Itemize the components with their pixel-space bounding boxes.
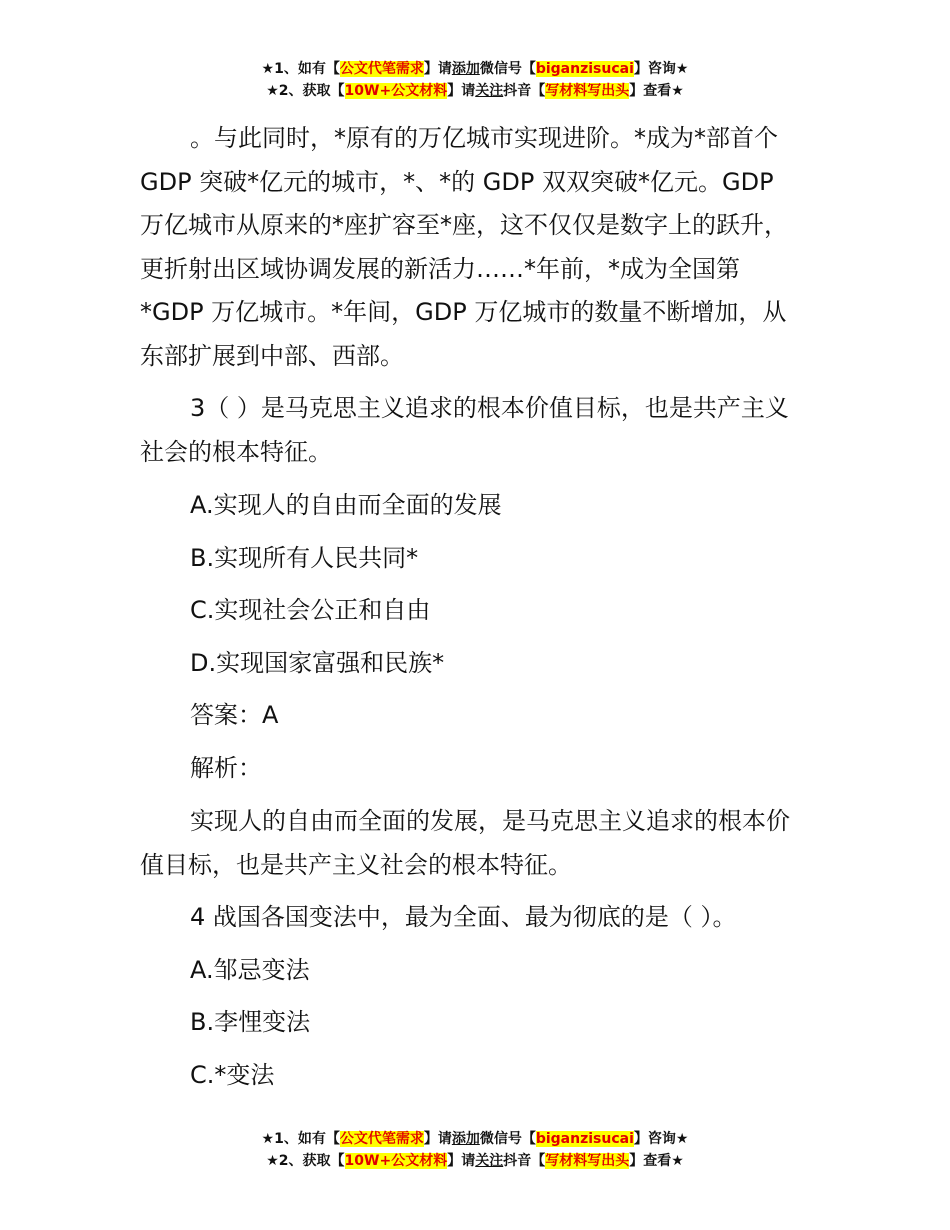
text-line: 更折射出区域协调发展的新活力……*年前，*成为全国第 — [140, 254, 740, 283]
banner-line-2 — [0, 1150, 950, 1172]
question-3-options — [140, 479, 820, 794]
option-c: C.实现社会公正和自由 — [190, 596, 431, 624]
text-line: 值目标，也是共产主义社会的根本特征。 — [140, 850, 572, 879]
text-line: 。与此同时，*原有的万亿城市实现进阶。*成为*部首个 — [190, 124, 778, 152]
option-c: C.*变法 — [190, 1060, 275, 1089]
star-icon: ★ — [261, 61, 275, 77]
text-line: GDP 突破*亿元的城市，*、*的 GDP 双双突破*亿元。GDP — [140, 167, 774, 196]
question-3-analysis — [140, 800, 820, 887]
highlight-service: 公文代笔需求 — [339, 61, 424, 77]
star-icon: ★ — [261, 1131, 275, 1147]
document-body — [140, 117, 820, 1101]
banner-text: 抖音【 — [503, 1153, 546, 1169]
footer-banner — [0, 1128, 950, 1172]
banner-text: 】请 — [447, 1153, 476, 1169]
highlight-materials: 10W+公文材料 — [344, 1153, 448, 1169]
question-4 — [140, 891, 820, 1101]
option-a: A.邹忌变法 — [190, 955, 310, 984]
text-line: 3（ ）是马克思主义追求的根本价值目标，也是共产主义 — [190, 394, 789, 422]
banner-line-1 — [0, 58, 950, 80]
banner-text: 】请 — [423, 1131, 452, 1147]
highlight-douyin: 写材料写出头 — [545, 1153, 630, 1169]
analysis-label: 解析： — [190, 753, 262, 782]
banner-text: 】请 — [447, 83, 476, 99]
banner-text: 】咨询★ — [633, 1131, 689, 1147]
banner-underlined: 关注 — [475, 1153, 504, 1169]
question-4-stem: 4 战国各国变法中，最为全面、最为彻底的是（ ）。 — [190, 903, 737, 931]
paragraph-gdp — [140, 117, 820, 378]
highlight-service: 公文代笔需求 — [339, 1131, 424, 1147]
banner-text: 1、如有【 — [274, 61, 340, 77]
option-d: D.实现国家富强和民族* — [190, 648, 445, 677]
banner-text: 2、获取【 — [278, 1153, 345, 1169]
option-b: B.实现所有人民共同* — [190, 543, 419, 572]
header-banner — [0, 58, 950, 102]
answer: 答案：A — [190, 701, 279, 729]
banner-line-1 — [0, 1128, 950, 1150]
banner-text: 1、如有【 — [274, 1131, 340, 1147]
star-icon: ★ — [266, 83, 279, 99]
highlight-wechat-id: biganzisucai — [535, 61, 634, 77]
banner-text: 抖音【 — [503, 83, 546, 99]
option-b: B.李悝变法 — [190, 1008, 311, 1036]
highlight-materials: 10W+公文材料 — [344, 83, 448, 99]
banner-text: 】查看★ — [629, 1153, 684, 1169]
banner-text: 】查看★ — [629, 83, 684, 99]
highlight-douyin: 写材料写出头 — [545, 83, 630, 99]
banner-text: 微信号【 — [479, 61, 536, 77]
star-icon: ★ — [266, 1153, 279, 1169]
banner-underlined: 关注 — [475, 83, 504, 99]
question-3-stem — [140, 387, 820, 474]
banner-text: 2、获取【 — [278, 83, 345, 99]
banner-line-2 — [0, 80, 950, 102]
option-a: A.实现人的自由而全面的发展 — [190, 491, 502, 519]
banner-text: 】咨询★ — [633, 61, 689, 77]
highlight-wechat-id: biganzisucai — [535, 1131, 634, 1147]
banner-text: 】请 — [423, 61, 452, 77]
text-line: 万亿城市从原来的*座扩容至*座，这不仅仅是数字上的跃升， — [140, 211, 788, 239]
text-line: 实现人的自由而全面的发展，是马克思主义追求的根本价 — [190, 807, 790, 835]
banner-underlined: 添加 — [451, 1131, 480, 1147]
banner-text: 微信号【 — [479, 1131, 536, 1147]
banner-underlined: 添加 — [451, 61, 480, 77]
text-line: *GDP 万亿城市。*年间，GDP 万亿城市的数量不断增加，从 — [140, 298, 787, 326]
text-line: 社会的根本特征。 — [140, 437, 332, 466]
text-line: 东部扩展到中部、西部。 — [140, 341, 404, 370]
